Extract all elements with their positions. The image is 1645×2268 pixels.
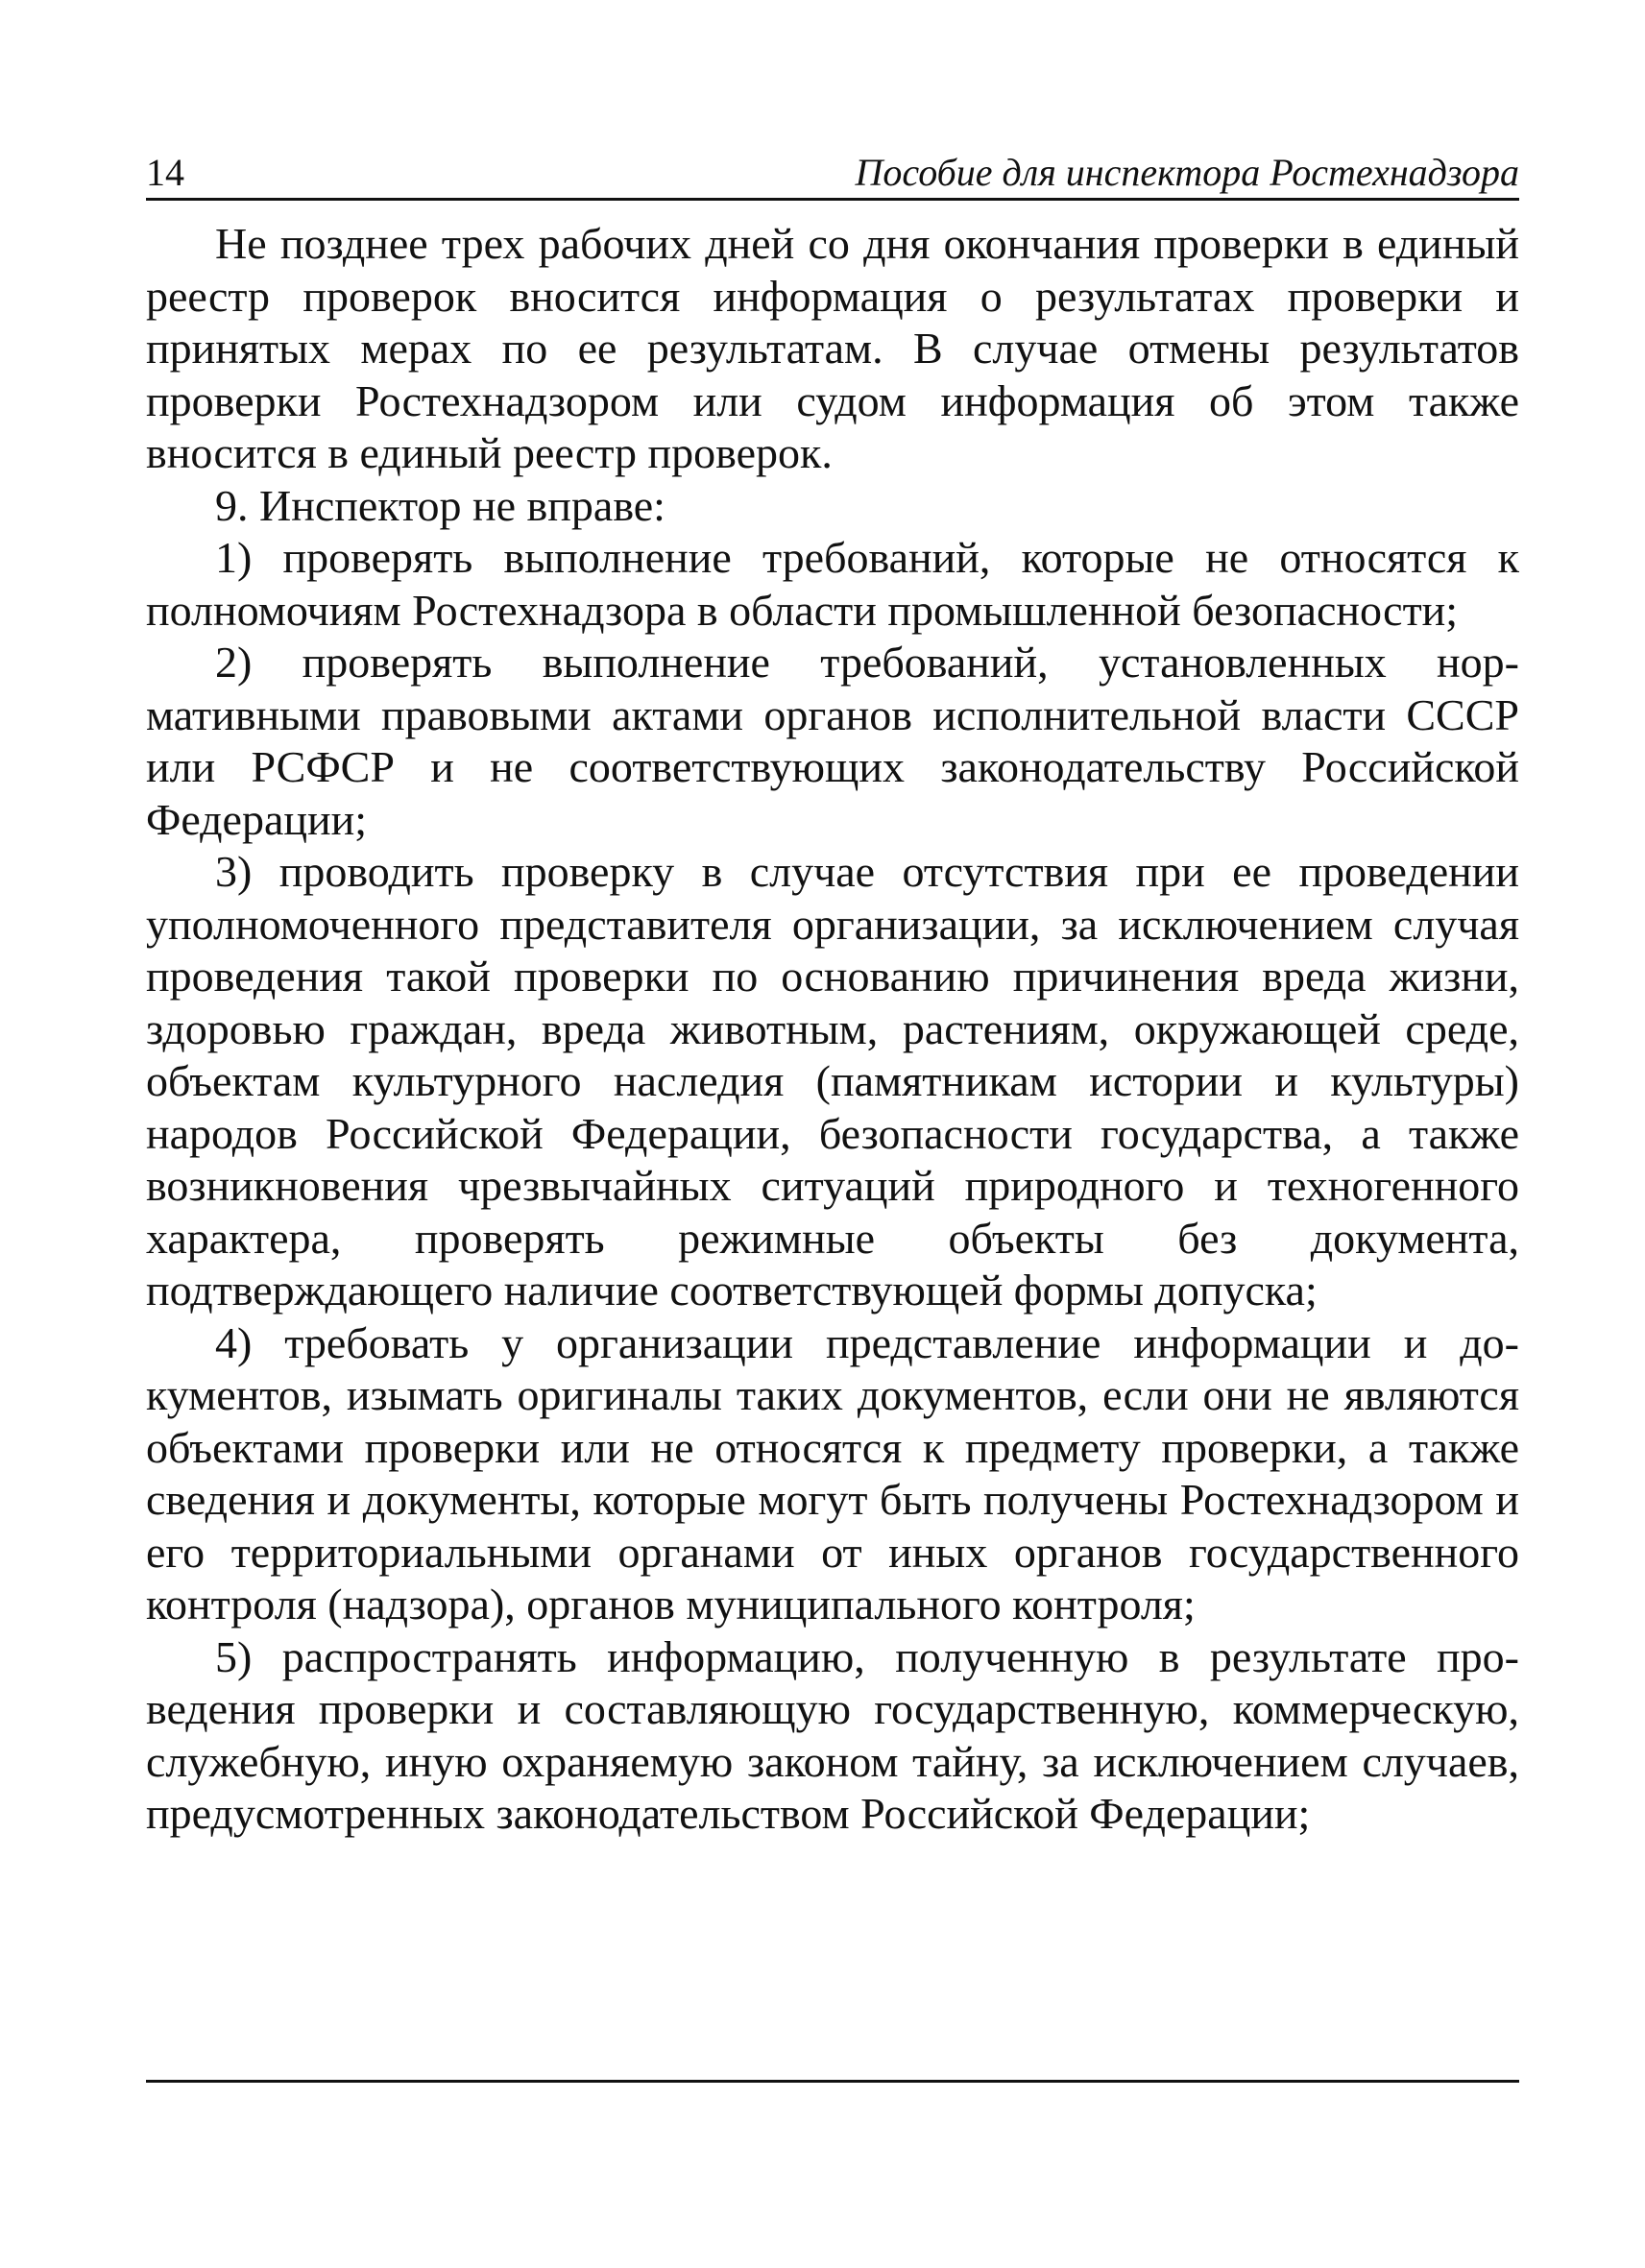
paragraph-item-5: 5) распространять информацию, полученную в результате проведения проверки и составляющую государственную, коммерческую, служебную, иную охраняемую законом тайну, за исключением случаев, предусмотренных законодательством Российской Федерации; (146, 1631, 1519, 1838)
paragraph-item-4: 4) требовать у организации представление информации и документов, изымать оригиналы таких документов, если они не являются объектами проверки или не относятся к предмету проверки, а также сведения и документы, которые могут быть получены Ростехнадзором и его территориальными органами от иных органов государственного контроля (надзора), органов муниципального контроля; (146, 1317, 1519, 1629)
paragraph-item-1: 1) проверять выполнение требований, которые не относятся к полномочиям Ростехнадзора в области промышленной безопасности; (146, 533, 1519, 635)
paragraph-registry-info: Не позднее трех рабочих дней со дня окончания проверки в единый реестр проверок вносится информация о результатах проверки и принятых мерах по ее результатам. В случае отмены результатов проверки Ростехнадзором или судом информация об этом также вносится в единый реестр проверок. (146, 219, 1519, 477)
book-title: Пособие для инспектора Ростехнадзора (855, 151, 1519, 194)
page-number: 14 (146, 151, 184, 194)
document-page (146, 142, 1519, 2101)
running-header (146, 142, 1519, 201)
paragraph-item-3: 3) проводить проверку в случае отсутствия при ее проведении уполномоченного представителя организации, за исключением случая проведения такой проверки по основанию причинения вреда жизни, здоровью граждан, вреда животным, растениям, окружающей среде, объектам культурного наследия (памятникам истории и культуры) народов Российской Федерации, безопасности государства, а также возникновения чрезвычайных ситуаций природного и техногенного характера, проверять режимные объекты без документа, подтверждающего наличие соответствующей формы допуска; (146, 847, 1519, 1315)
bottom-divider (146, 2080, 1519, 2083)
paragraph-item-9-heading: 9. Инспектор не вправе: (215, 480, 665, 530)
paragraph-item-2: 2) проверять выполнение требований, установленных нормативными правовыми актами органов исполнительной власти СССР или РСФСР и не соответствующих законодательству Российской Федерации; (146, 638, 1519, 844)
body-text (146, 218, 1519, 1841)
